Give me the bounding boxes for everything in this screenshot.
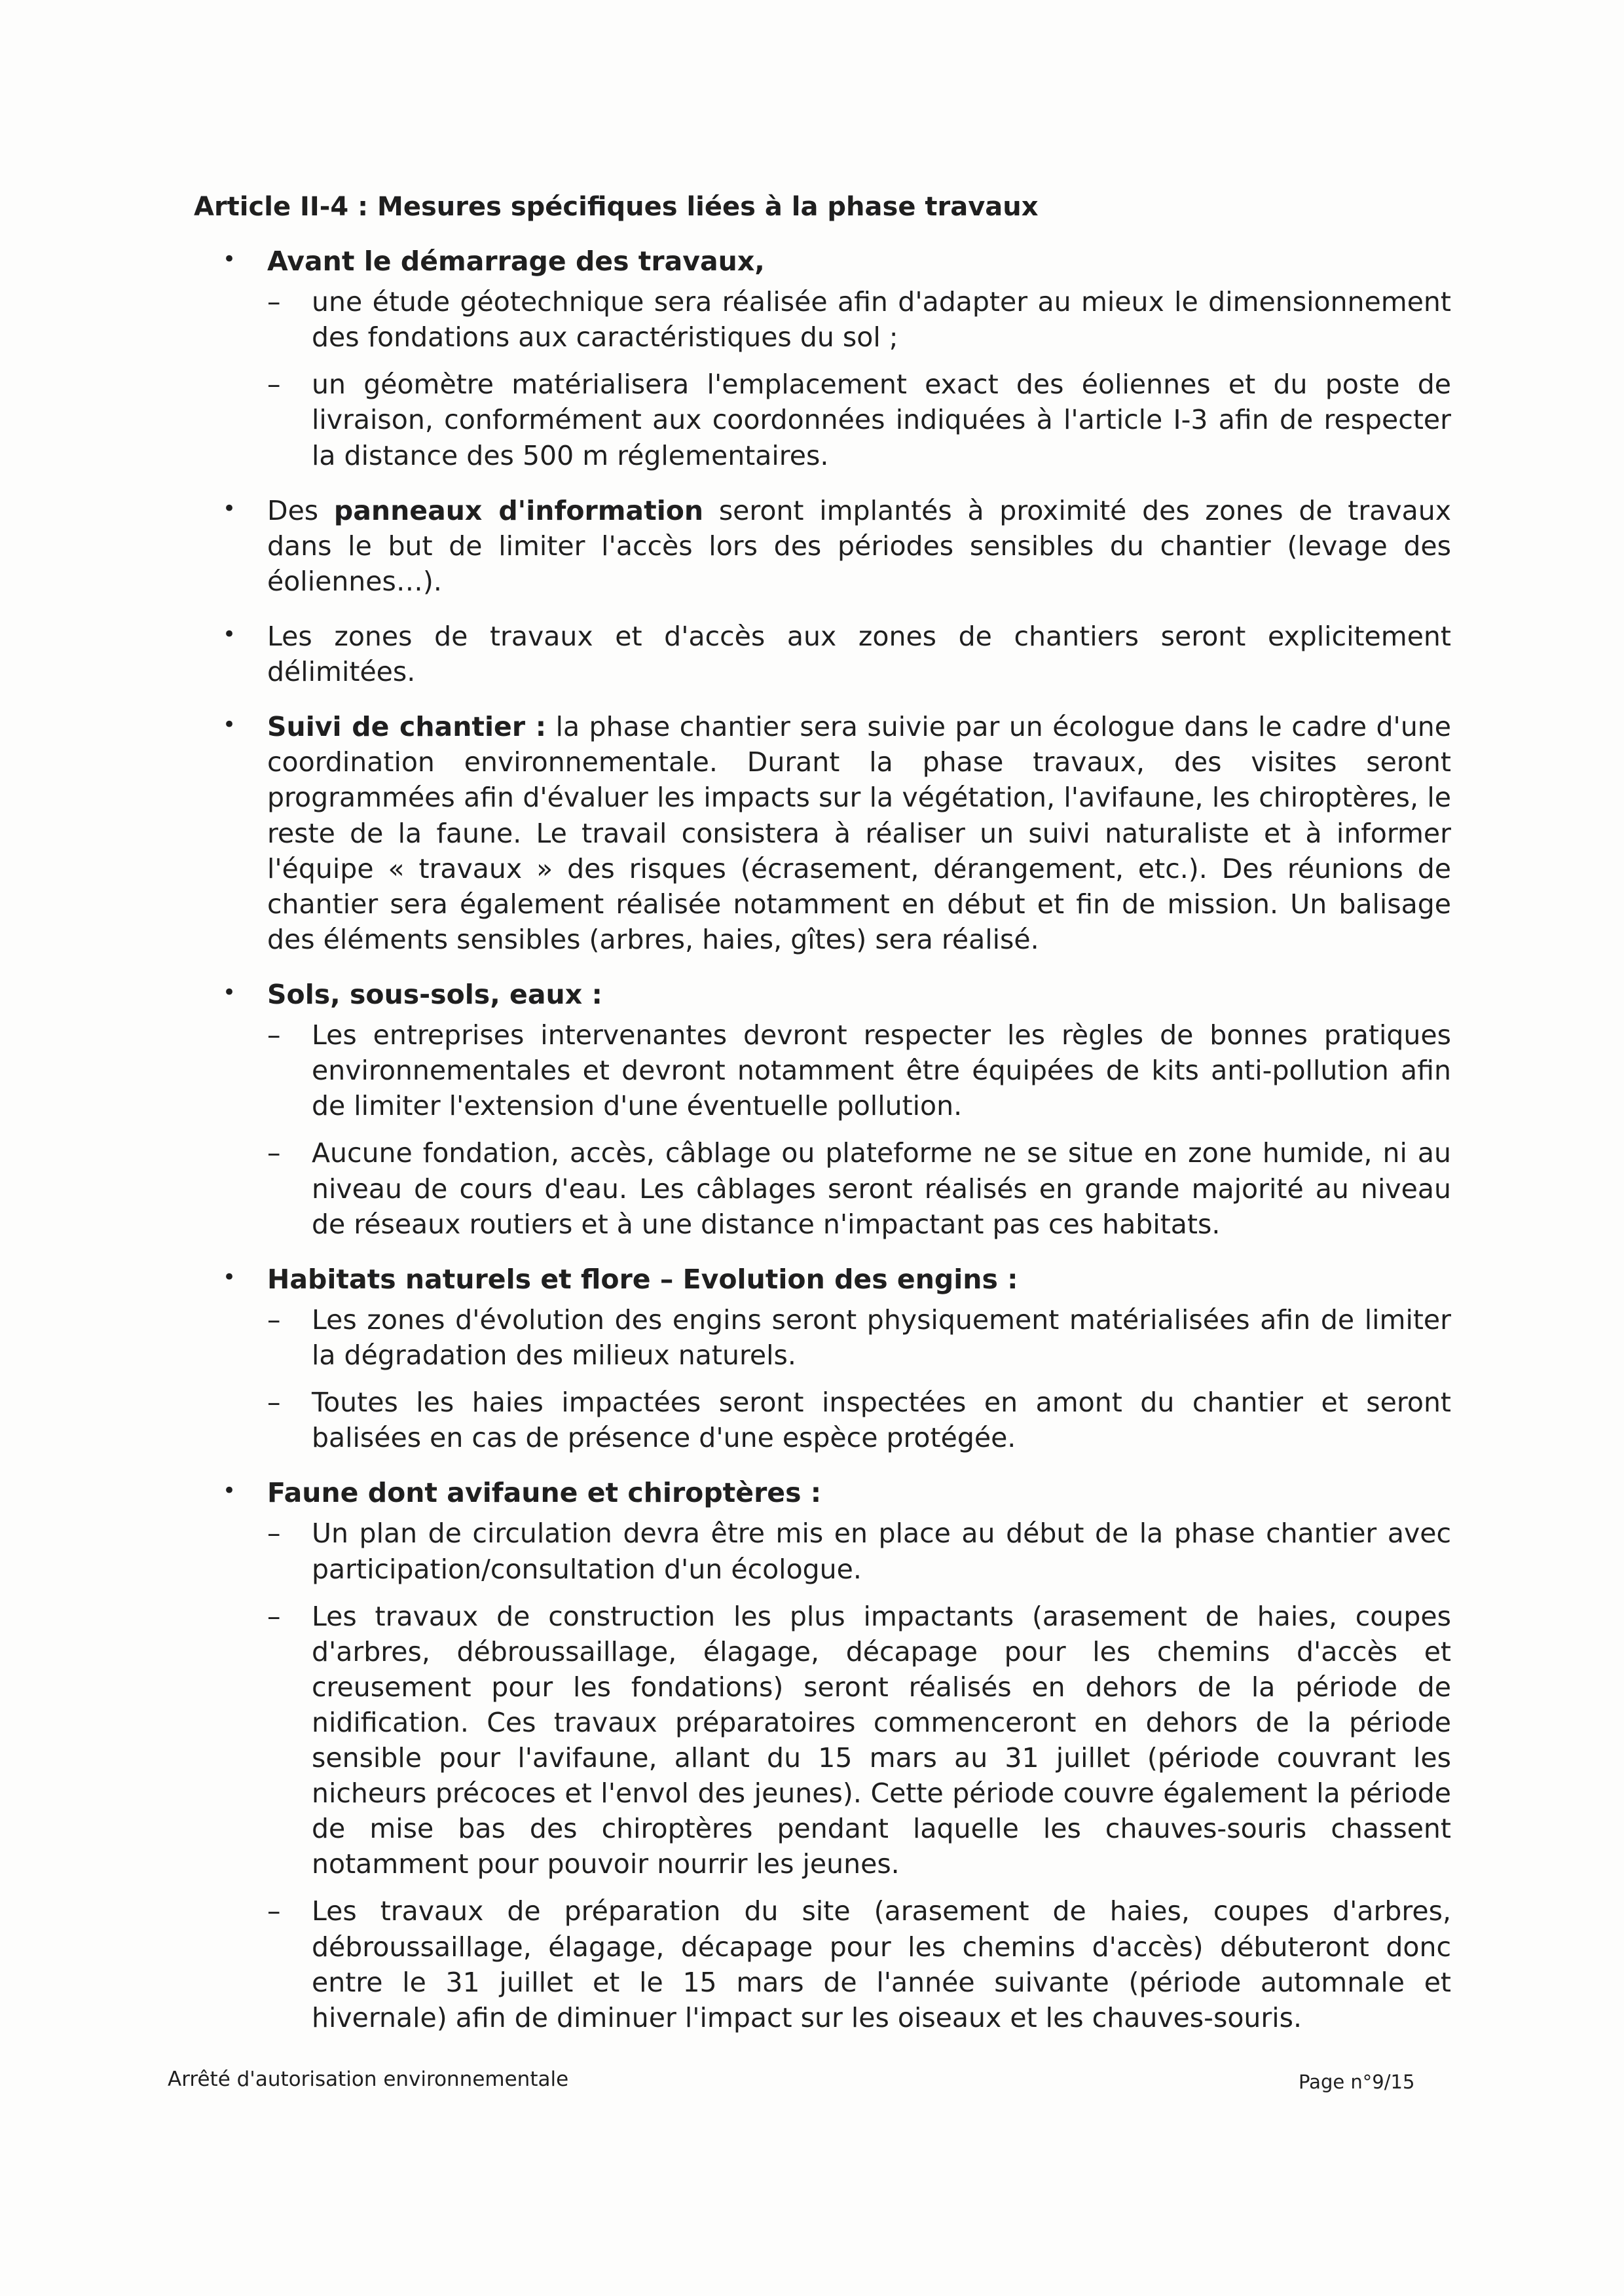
dash-icon: – bbox=[267, 1137, 281, 1169]
sub-list-item bbox=[267, 1516, 1451, 1586]
sub-list-text: Toutes les haies impactées seront inspectées en amont du chantier et seront balisées en cas de présence d'une espèce protégée. bbox=[312, 1387, 1451, 1454]
dash-icon: – bbox=[267, 1518, 281, 1550]
sub-list-text: Aucune fondation, accès, câblage ou plateforme ne se situe en zone humide, ni au niveau de cours d'eau. Les câblages seront réalisés en grande majorité au niveau de réseaux routiers et à une distance n'impactant pas ces habitats. bbox=[312, 1137, 1451, 1240]
sub-list-item bbox=[267, 367, 1451, 473]
dash-icon: – bbox=[267, 1387, 281, 1419]
sub-list-text: un géomètre matérialisera l'emplacement exact des éoliennes et du poste de livraison, conformément aux coordonnées indiquées à l'article I-3 afin de respecter la distance des 500 m réglementaires. bbox=[312, 369, 1451, 471]
sub-list bbox=[267, 1302, 1451, 1455]
sub-list-item bbox=[267, 1302, 1451, 1373]
section-text: Les zones de travaux et d'accès aux zones de chantiers seront explicitement délimitées. bbox=[267, 620, 1451, 688]
sub-list-text: Les travaux de construction les plus impactants (arasement de haies, coupes d'arbres, débroussaillage, élagage, décapage pour les chemins d'accès et creusement pour les fondations) seront réalisés en dehors de la période de nidification. Ces travaux préparatoires commenceront en dehors de la période sensible pour l'avifaune, allant du 15 mars au 31 juillet (période couvrant les nicheurs précoces et l'envol des jeunes). Cette période couvre également la période de mise bas des chiroptères pendant laquelle les chauves-souris chassent notamment pour pouvoir nourrir les jeunes. bbox=[312, 1600, 1451, 1880]
sub-list-text: une étude géotechnique sera réalisée afin d'adapter au mieux le dimensionnement des fondations aux caractéristiques du sol ; bbox=[312, 286, 1451, 354]
bullet-icon: • bbox=[223, 621, 236, 647]
bullet-section bbox=[194, 1262, 1451, 1456]
section-lead bbox=[267, 709, 1451, 957]
bullet-section bbox=[194, 493, 1451, 599]
footer-document-name: Arrêté d'autorisation environnementale bbox=[168, 2068, 569, 2091]
section-text: la phase chantier sera suivie par un écologue dans le cadre d'une coordination environnementale. Durant la phase travaux, des visites seront programmées afin d'évaluer les impacts sur la végétation, l'avifaune, les chiroptères, le reste de la faune. Le travail consistera à réaliser un suivi naturaliste et à informer l'équipe « travaux » des risques (écrasement, dérangement, etc.). Des réunions de chantier sera également réalisée notamment en début et fin de mission. Un balisage des éléments sensibles (arbres, haies, gîtes) sera réalisé. bbox=[267, 711, 1452, 955]
bullet-section bbox=[194, 709, 1451, 957]
bullet-section bbox=[194, 244, 1451, 473]
bullet-section bbox=[194, 977, 1451, 1242]
article-body bbox=[194, 244, 1451, 2055]
dash-icon: – bbox=[267, 1600, 281, 1632]
dash-icon: – bbox=[267, 1895, 281, 1927]
section-heading: Avant le démarrage des travaux, bbox=[267, 246, 765, 277]
sub-list-text: Les travaux de préparation du site (arasement de haies, coupes d'arbres, débroussaillage, élagage, décapage pour les chemins d'accès) débuteront donc entre le 31 juillet et le 15 mars de l'année suivante (période automnale et hivernale) afin de diminuer l'impact sur les oiseaux et les chauves-souris. bbox=[312, 1895, 1451, 2033]
footer-page-number: Page n°9/15 bbox=[1299, 2071, 1415, 2093]
section-heading: Suivi de chantier : bbox=[267, 711, 547, 743]
section-lead bbox=[267, 244, 1451, 279]
section-lead bbox=[267, 1262, 1451, 1297]
dash-icon: – bbox=[267, 369, 281, 401]
bullet-section bbox=[194, 619, 1451, 689]
section-heading: panneaux d'information bbox=[333, 494, 704, 526]
section-heading: Faune dont avifaune et chiroptères : bbox=[267, 1477, 822, 1509]
bullet-icon: • bbox=[223, 495, 236, 522]
section-text: seront implantés à proximité des zones de travaux dans le but de limiter l'accès lors des périodes sensibles du chantier (levage des éoliennes…). bbox=[267, 494, 1451, 597]
sub-list-item bbox=[267, 284, 1451, 355]
sub-list-text: Les zones d'évolution des engins seront physiquement matérialisées afin de limiter la dégradation des milieux naturels. bbox=[312, 1303, 1451, 1371]
dash-icon: – bbox=[267, 1019, 281, 1051]
section-heading: Habitats naturels et flore – Evolution des engins : bbox=[267, 1263, 1018, 1295]
sub-list-item bbox=[267, 1135, 1451, 1241]
bullet-icon: • bbox=[223, 1478, 236, 1504]
sub-list-item bbox=[267, 1017, 1451, 1123]
sub-list-item bbox=[267, 1385, 1451, 1455]
section-heading: Sols, sous-sols, eaux : bbox=[267, 978, 602, 1010]
sub-list bbox=[267, 1017, 1451, 1242]
section-lead bbox=[267, 619, 1451, 689]
section-lead bbox=[267, 977, 1451, 1012]
section-pre-text: Des bbox=[267, 494, 334, 526]
dash-icon: – bbox=[267, 1303, 281, 1336]
bullet-icon: • bbox=[223, 712, 236, 738]
bullet-icon: • bbox=[223, 246, 236, 272]
sub-list-text: Les entreprises intervenantes devront respecter les règles de bonnes pratiques environnementales et devront notamment être équipées de kits anti-pollution afin de limiter l'extension d'une éventuelle pollution. bbox=[312, 1019, 1451, 1122]
sub-list-item bbox=[267, 1599, 1451, 1882]
sub-list bbox=[267, 1516, 1451, 2035]
bullet-icon: • bbox=[223, 979, 236, 1006]
bullet-icon: • bbox=[223, 1264, 236, 1290]
dash-icon: – bbox=[267, 286, 281, 318]
sub-list bbox=[267, 284, 1451, 473]
bullet-section bbox=[194, 1475, 1451, 2035]
article-title: Article II-4 : Mesures spécifiques liées à la phase travaux bbox=[194, 192, 1039, 222]
section-lead bbox=[267, 493, 1451, 599]
sub-list-item bbox=[267, 1893, 1451, 2035]
sub-list-text: Un plan de circulation devra être mis en place au début de la phase chantier avec participation/consultation d'un écologue. bbox=[312, 1518, 1451, 1585]
section-lead bbox=[267, 1475, 1451, 1510]
